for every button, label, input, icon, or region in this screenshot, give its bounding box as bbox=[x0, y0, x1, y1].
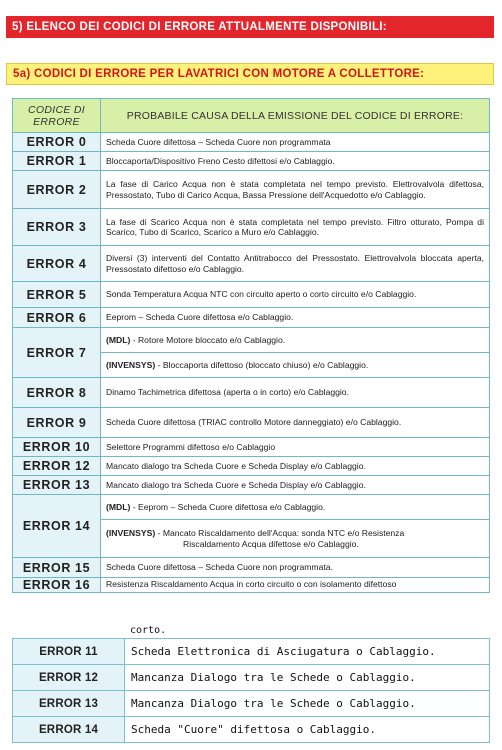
manufacturer-tag: (MDL) bbox=[106, 334, 131, 345]
error-code: ERROR 3 bbox=[13, 209, 101, 246]
subsection-title: 5a) CODICI DI ERRORE PER LAVATRICI CON MOTORE A COLLETTORE: bbox=[6, 63, 494, 85]
error-description: Mancanza Dialogo tra le Schede o Cablaggio. bbox=[125, 691, 490, 717]
table-row bbox=[13, 639, 490, 665]
error-description: Scheda "Cuore" difettosa o Cablaggio. bbox=[125, 717, 490, 743]
error-description: Mancato dialogo tra Scheda Cuore e Scheda Display e/o Cablaggio. bbox=[101, 476, 490, 495]
table-row bbox=[13, 691, 490, 717]
table-row bbox=[13, 308, 490, 328]
error-description: Sonda Temperatura Acqua NTC con circuito aperto o corto circuito e/o Cablaggio. bbox=[101, 282, 490, 308]
table-row bbox=[13, 133, 490, 152]
table-row bbox=[13, 665, 490, 691]
error-code: ERROR 14 bbox=[13, 717, 125, 743]
error-description: Selettore Programmi difettoso e/o Cablaggio bbox=[101, 438, 490, 457]
error-description bbox=[101, 328, 490, 353]
error-description: Dinamo Tachimetrica difettosa (aperta o in corto) e/o Cablaggio. bbox=[101, 378, 490, 408]
error-code: ERROR 11 bbox=[13, 639, 125, 665]
error-code-table bbox=[12, 98, 490, 593]
error-code-table-secondary bbox=[12, 638, 490, 743]
error-description: Mancanza Dialogo tra le Schede o Cablaggio. bbox=[125, 665, 490, 691]
table-row bbox=[13, 717, 490, 743]
table-row bbox=[13, 282, 490, 308]
table-row bbox=[13, 171, 490, 209]
error-description: Scheda Cuore difettosa – Scheda Cuore non programmata bbox=[101, 133, 490, 152]
error-description bbox=[101, 495, 490, 520]
error-code: ERROR 6 bbox=[13, 308, 101, 328]
error-code: ERROR 5 bbox=[13, 282, 101, 308]
table-header-row bbox=[13, 99, 490, 133]
error-code: ERROR 2 bbox=[13, 171, 101, 209]
error-description: Scheda Elettronica di Asciugatura o Cablaggio. bbox=[125, 639, 490, 665]
error-description: Mancato dialogo tra Scheda Cuore e Scheda Display e/o Cablaggio. bbox=[101, 457, 490, 476]
error-description: Diversi (3) interventi del Contatto Antitrabocco del Pressostato. Elettrovalvola bloccata aperta, Pressostato difettoso e/o Cablaggio. bbox=[101, 246, 490, 282]
manufacturer-tag: (INVENSYS) bbox=[106, 528, 156, 538]
description-text: - Mancato Riscaldamento dell'Acqua: sonda NTC e/o Resistenza bbox=[155, 528, 405, 538]
error-description: La fase di Carico Acqua non è stata completata nel tempo previsto. Elettrovalvola difettosa, Pressostato, Tubo di Carico Acqua, Bassa Pressione dell'Acquedotto e/o Cablaggio. bbox=[101, 171, 490, 209]
error-code: ERROR 15 bbox=[13, 558, 101, 578]
table-row bbox=[13, 495, 490, 520]
description-continuation: Riscaldamento Acqua difettose e/o Cablaggio. bbox=[183, 538, 359, 549]
error-description: Scheda Cuore difettosa (TRIAC controllo Motore danneggiato) e/o Cablaggio. bbox=[101, 408, 490, 438]
table-row bbox=[13, 408, 490, 438]
error-code: ERROR 12 bbox=[13, 457, 101, 476]
error-description bbox=[101, 353, 490, 378]
error-description: Bloccaporta/Dispositivo Freno Cesto difettosi e/o Cablaggio. bbox=[101, 152, 490, 171]
table-row bbox=[13, 328, 490, 353]
table-row bbox=[13, 476, 490, 495]
error-code: ERROR 13 bbox=[13, 476, 101, 495]
table-row bbox=[13, 438, 490, 457]
section-title: 5) ELENCO DEI CODICI DI ERRORE ATTUALMENTE DISPONIBILI: bbox=[6, 16, 494, 38]
description-text: - Eeprom – Scheda Cuore difettosa e/o Cablaggio. bbox=[130, 501, 326, 512]
table-row bbox=[13, 152, 490, 171]
description-text: - Bloccaporta difettoso (bloccato chiuso) e/o Cablaggio. bbox=[155, 359, 369, 370]
header-description: PROBABILE CAUSA DELLA EMISSIONE DEL CODICE DI ERRORE: bbox=[101, 99, 490, 133]
error-code: ERROR 12 bbox=[13, 665, 125, 691]
table-row bbox=[13, 378, 490, 408]
error-code: ERROR 0 bbox=[13, 133, 101, 152]
manufacturer-tag: (MDL) bbox=[106, 501, 131, 512]
error-code: ERROR 7 bbox=[13, 328, 101, 378]
table-row bbox=[13, 457, 490, 476]
error-code: ERROR 10 bbox=[13, 438, 101, 457]
manufacturer-tag: (INVENSYS) bbox=[106, 359, 156, 370]
error-code: ERROR 4 bbox=[13, 246, 101, 282]
table-row bbox=[13, 558, 490, 578]
table-row bbox=[13, 246, 490, 282]
overlapping-text-fragment: corto. bbox=[130, 625, 167, 636]
error-code: ERROR 14 bbox=[13, 495, 101, 558]
error-description: Scheda Cuore difettosa – Scheda Cuore non programmata. bbox=[101, 558, 490, 578]
error-code: ERROR 8 bbox=[13, 378, 101, 408]
description-text: - Rotore Motore bloccato e/o Cablaggio. bbox=[130, 334, 286, 345]
error-code: ERROR 13 bbox=[13, 691, 125, 717]
error-code: ERROR 9 bbox=[13, 408, 101, 438]
error-code: ERROR 1 bbox=[13, 152, 101, 171]
error-code: ERROR 16 bbox=[13, 578, 101, 593]
error-description: La fase di Scarico Acqua non è stata completata nel tempo previsto. Filtro otturato, Pompa di Scarico, Tubo di Scarico, Scarico a Muro e/o Cablaggio. bbox=[101, 209, 490, 246]
table-row bbox=[13, 209, 490, 246]
error-description: Resistenza Riscaldamento Acqua in corto circuito o con isolamento difettoso bbox=[101, 578, 490, 593]
error-description bbox=[101, 520, 490, 558]
table-row bbox=[13, 578, 490, 593]
error-description: Eeprom – Scheda Cuore difettosa e/o Cablaggio. bbox=[101, 308, 490, 328]
header-code: CODICE DI ERRORE bbox=[13, 99, 101, 133]
